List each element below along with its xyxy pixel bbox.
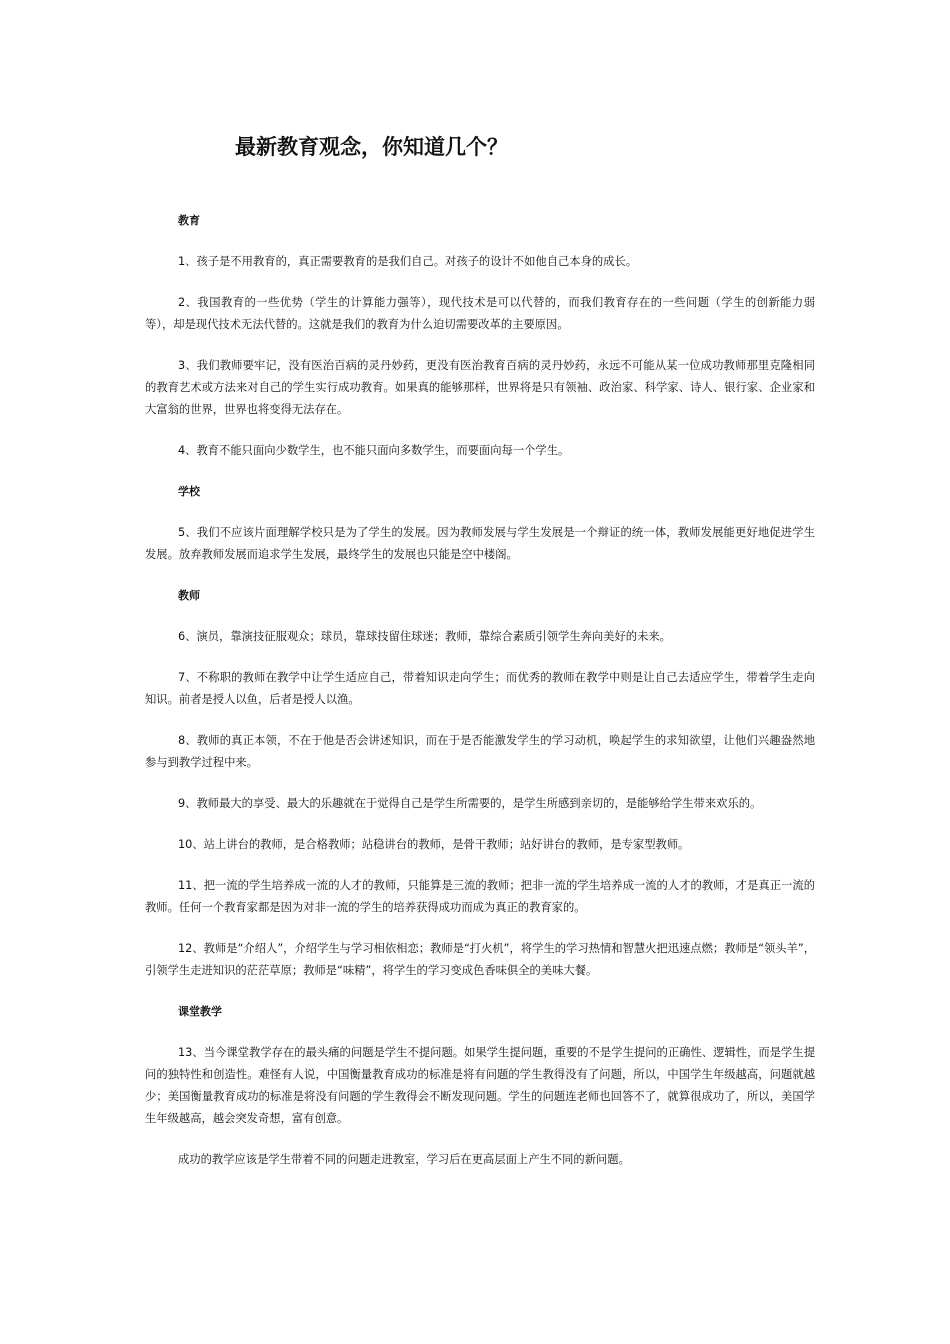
section-heading-teacher: 教师: [178, 589, 200, 602]
section-heading-school: 学校: [178, 485, 200, 498]
paragraph-5: 5、我们不应该片面理解学校只是为了学生的发展。因为教师发展与学生发展是一个辩证的统一体，教师发展能更好地促进学生发展。放弃教师发展而追求学生发展，最终学生的发展也只能是空中楼阁。: [145, 526, 815, 561]
section-heading-classroom-teaching: 课堂教学: [178, 1005, 222, 1018]
paragraph-8: 8、教师的真正本领，不在于他是否会讲述知识，而在于是否能激发学生的学习动机，唤起学生的求知欲望，让他们兴趣盎然地参与到教学过程中来。: [145, 734, 815, 769]
paragraph-12: 12、教师是“介绍人”，介绍学生与学习相依相恋；教师是“打火机”，将学生的学习热情和智慧火把迅速点燃；教师是“领头羊”，引领学生走进知识的茫茫草原；教师是“味精”，将学生的学习变成色香味俱全的美味大餐。: [145, 942, 815, 977]
paragraph-13: 13、当今课堂教学存在的最头痛的问题是学生不提问题。如果学生提问题，重要的不是学生提问的正确性、逻辑性，而是学生提问的独特性和创造性。难怪有人说，中国衡量教育成功的标准是将有问题的学生教得没有了问题，所以，中国学生年级越高，问题就越少；美国衡量教育成功的标准是将没有问题的学生教得会不断发现问题。学生的问题连老师也回答不了，就算很成功了，所以，美国学生年级越高，越会突发奇想，富有创意。: [145, 1046, 815, 1125]
paragraph-6: 6、演员，靠演技征服观众；球员，靠球技留住球迷；教师，靠综合素质引领学生奔向美好的未来。: [178, 630, 671, 643]
document-body: [145, 210, 815, 1190]
paragraph-3: 3、我们教师要牢记，没有医治百病的灵丹妙药，更没有医治教育百病的灵丹妙药，永远不可能从某一位成功教师那里克隆相同的教育艺术或方法来对自己的学生实行成功教育。如果真的能够那样，世界将是只有领袖、政治家、科学家、诗人、银行家、企业家和大富翁的世界，世界也将变得无法存在。: [145, 359, 815, 416]
paragraph-1: 1、孩子是不用教育的，真正需要教育的是我们自己。对孩子的设计不如他自己本身的成长。: [178, 255, 638, 268]
paragraph-11: 11、把一流的学生培养成一流的人才的教师，只能算是三流的教师；把非一流的学生培养成一流的人才的教师，才是真正一流的教师。任何一个教育家都是因为对非一流的学生的培养获得成功而成为真正的教育家的。: [145, 879, 815, 914]
section-heading-education: 教育: [178, 214, 200, 227]
paragraph-10: 10、站上讲台的教师，是合格教师；站稳讲台的教师，是骨干教师；站好讲台的教师，是专家型教师。: [178, 838, 690, 851]
paragraph-4: 4、教育不能只面向少数学生，也不能只面向多数学生，而要面向每一个学生。: [178, 444, 570, 457]
paragraph-2: 2、我国教育的一些优势（学生的计算能力强等），现代技术是可以代替的，而我们教育存在的一些问题（学生的创新能力弱等），却是现代技术无法代替的。这就是我们的教育为什么迫切需要改革的主要原因。: [145, 296, 815, 331]
paragraph-7: 7、不称职的教师在教学中让学生适应自己，带着知识走向学生；而优秀的教师在教学中则是让自己去适应学生，带着学生走向知识。前者是授人以鱼，后者是授人以渔。: [145, 671, 815, 706]
paragraph-successful-teaching: 成功的教学应该是学生带着不同的问题走进教室，学习后在更高层面上产生不同的新问题。: [178, 1153, 630, 1166]
paragraph-9: 9、教师最大的享受、最大的乐趣就在于觉得自己是学生所需要的，是学生所感到亲切的，是能够给学生带来欢乐的。: [178, 797, 762, 810]
document-title: 最新教育观念，你知道几个？: [235, 135, 508, 159]
